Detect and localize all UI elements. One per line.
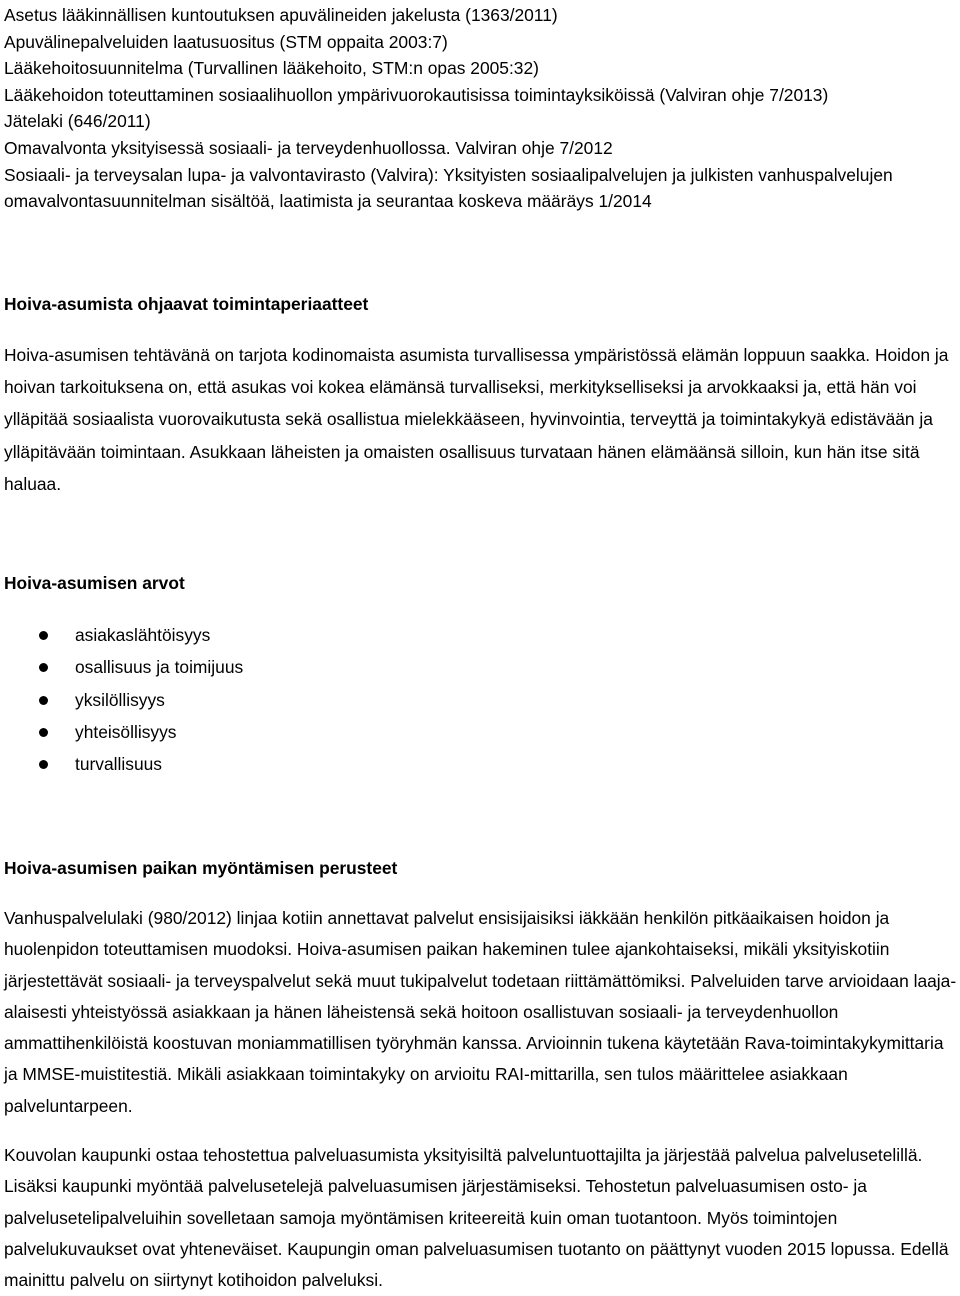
values-list-item-label: asiakaslähtöisyys — [75, 625, 211, 645]
values-list-item-label: osallisuus ja toimijuus — [75, 657, 244, 678]
bullet-icon — [39, 696, 48, 705]
values-list — [4, 620, 243, 781]
principles-paragraph: Hoiva-asumisen tehtävänä on tarjota kodinomaista asumista turvallisessa ympäristössä elämän loppuun saakka. Hoidon ja hoivan tarkoituksena on, että asukas voi kokea elämänsä turvalliseksi, merkitykselliseksi ja arvokkaaksi ja, että hän voi ylläpitää sosiaalista vuorovaikutusta sekä osallistua mielekkääseen, hyvinvointia, terveyttä ja toimintakykyä edistävään ja ylläpitävään toimintaan. Asukkaan läheisten ja omaisten osallisuus turvataan hänen elämäänsä silloin, kun hän itse sitä haluaa. — [4, 345, 949, 494]
reference-item: Asetus lääkinnällisen kuntoutuksen apuvälineiden jakelusta (1363/2011) — [4, 5, 558, 25]
criteria-paragraph-2: Kouvolan kaupunki ostaa tehostettua palveluasumista yksityisiltä palveluntuottajilta ja järjestää palvelua palvelusetelillä. Lisäksi kaupunki myöntää palvelusetelejä palveluasumisen järjestämiseksi. Tehostetun palveluasumisen osto- ja palvelusetelipalveluihin sovelletaan samoja myöntämisen kriteereitä kuin oman tuotantoon. Myös toimintojen palvelukuvaukset ovat yhteneväiset. Kaupungin oman palveluasumisen tuotanto on päättynyt vuoden 2015 lopussa. Edellä mainittu palvelu on siirtynyt kotihoidon palveluksi. — [4, 1145, 949, 1291]
values-list-item — [4, 652, 243, 684]
values-list-item — [4, 749, 243, 781]
values-list-item — [4, 620, 243, 652]
values-list-item-label: turvallisuus — [75, 754, 162, 775]
values-list-item — [4, 717, 243, 749]
reference-item: Sosiaali- ja terveysalan lupa- ja valvontavirasto (Valvira): Yksityisten sosiaalipalvelujen ja julkisten vanhuspalvelujen omavalvontasuunnitelman sisältöä, laatimista ja seurantaa koskeva määräys 1/2014 — [4, 164, 893, 212]
principles-heading: Hoiva-asumista ohjaavat toimintaperiaatteet — [4, 294, 369, 314]
values-list-item-label: yksilöllisyys — [75, 689, 165, 710]
values-list-item — [4, 685, 243, 717]
reference-item: Lääkehoitosuunnitelma (Turvallinen lääkehoito, STM:n opas 2005:32) — [4, 58, 539, 79]
reference-item: Lääkehoidon toteuttaminen sosiaalihuollon ympärivuorokautisissa toimintayksiköissä (Valviran ohje 7/2013) — [4, 84, 829, 105]
reference-item: Apuvälinepalveluiden laatusuositus (STM oppaita 2003:7) — [4, 31, 448, 52]
criteria-heading: Hoiva-asumisen paikan myöntämisen perusteet — [4, 858, 398, 878]
reference-item: Omavalvonta yksityisessä sosiaali- ja terveydenhuollossa. Valviran ohje 7/2012 — [4, 137, 613, 158]
reference-list — [4, 2, 958, 215]
bullet-icon — [39, 728, 48, 737]
values-list-item-label: yhteisöllisyys — [75, 721, 177, 742]
bullet-icon — [39, 663, 48, 672]
bullet-icon — [39, 760, 48, 769]
reference-item: Jätelaki (646/2011) — [4, 111, 151, 132]
bullet-icon — [39, 631, 48, 640]
criteria-paragraph-1: Vanhuspalvelulaki (980/2012) linjaa kotiin annettavat palvelut ensisijaisiksi iäkkään henkilön pitkäaikaisen hoidon ja huolenpidon toteuttamisen muodoksi. Hoiva-asumisen paikan hakeminen tulee ajankohtaiseksi, mikäli yksityiskotiin järjestettävät sosiaali- ja terveyspalvelut sekä muut tukipalvelut todetaan riittämättömiksi. Palveluiden tarve arvioidaan laaja-alaisesti yhteistyössä asiakkaan ja hänen läheistensä sekä hoitoon osallistuvan sosiaali- ja terveydenhuollon ammattihenkilöistä koostuvan moniammatillisen työryhmän kanssa. Arvioinnin tukena käytetään Rava-toimintakykymittaria ja MMSE-muistitestiä. Mikäli asiakkaan toimintakyky on arvioitu RAI-mittarilla, sen tulos määrittelee asiakkaan palveluntarpeen. — [4, 908, 957, 1116]
values-heading: Hoiva-asumisen arvot — [4, 573, 185, 593]
